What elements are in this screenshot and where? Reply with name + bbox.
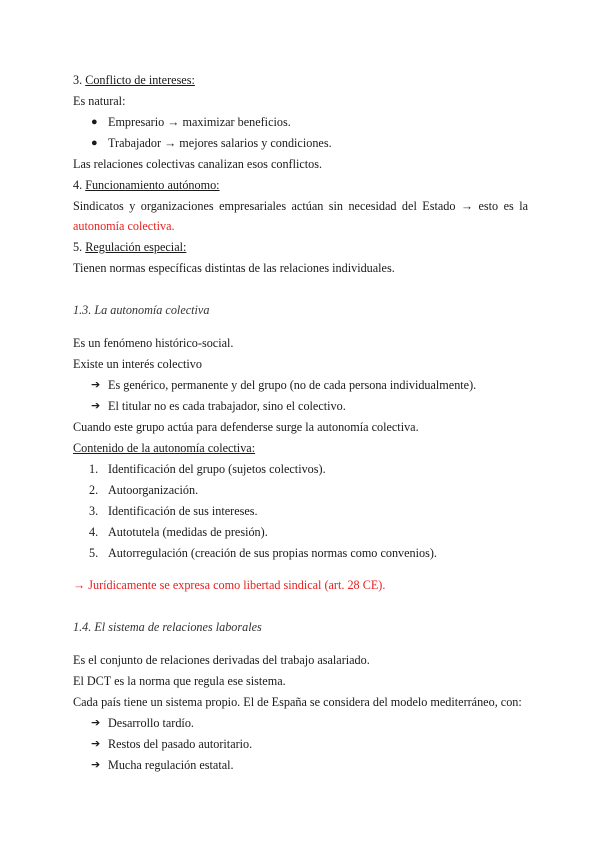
bullet-marker: ● xyxy=(91,116,98,128)
list-item: Autorregulación (creación de sus propias normas como convenios). xyxy=(108,546,437,560)
heading-1-4: 1.4. El sistema de relaciones laborales xyxy=(73,620,262,634)
list-item: Autoorganización. xyxy=(108,483,199,497)
section5-heading xyxy=(73,239,186,255)
section4-title: Funcionamiento autónomo: xyxy=(85,178,220,192)
list-item: Identificación del grupo (sujetos colectivos). xyxy=(108,462,326,476)
section3-title: Conflicto de intereses: xyxy=(85,73,195,87)
sistema-line3: Cada país tiene un sistema propio. El de España se considera del modelo mediterráneo, con: xyxy=(73,695,522,709)
arrow-item: El titular no es cada trabajador, sino el colectivo. xyxy=(108,399,346,413)
section4-number: 4. xyxy=(73,178,83,192)
section5-title: Regulación especial: xyxy=(85,240,187,254)
list-item: Autotutela (medidas de presión). xyxy=(108,525,268,539)
autonomia-line2: Existe un interés colectivo xyxy=(73,357,202,371)
section4-text: Sindicatos y organizaciones empresariales actúan sin necesidad del Estado → esto es la xyxy=(73,199,528,213)
section4-highlight: autonomía colectiva. xyxy=(73,219,175,233)
section4-heading xyxy=(73,177,220,193)
red-note xyxy=(73,577,385,593)
section3-number: 3. xyxy=(73,73,83,87)
arrow-icon: ➔ xyxy=(91,378,101,391)
list-number: 1. xyxy=(89,462,99,476)
list-number: 2. xyxy=(89,483,99,497)
arrow-icon: ➔ xyxy=(91,737,101,750)
list-number: 4. xyxy=(89,525,99,539)
arrow-icon: ➔ xyxy=(91,716,101,729)
bullet-item: Empresario → maximizar beneficios. xyxy=(108,115,291,129)
contenido-title: Contenido de la autonomía colectiva: xyxy=(73,441,256,455)
section3-conclusion: Las relaciones colectivas canalizan esos conflictos. xyxy=(73,157,323,171)
list-item: Identificación de sus intereses. xyxy=(108,504,258,518)
section3-heading xyxy=(73,72,195,88)
autonomia-line1: Es un fenómeno histórico-social. xyxy=(73,336,234,350)
bullet-item: Trabajador → mejores salarios y condiciones. xyxy=(108,136,332,150)
sistema-line2: El DCT es la norma que regula ese sistema. xyxy=(73,674,286,688)
arrow-icon: ➔ xyxy=(91,399,101,412)
right-arrow-icon: → xyxy=(73,578,86,592)
section5-text: Tienen normas específicas distintas de las relaciones individuales. xyxy=(73,261,395,275)
arrow-item: Es genérico, permanente y del grupo (no de cada persona individualmente). xyxy=(108,378,477,392)
arrow-item: Desarrollo tardío. xyxy=(108,716,194,730)
arrow-item: Mucha regulación estatal. xyxy=(108,758,234,772)
arrow-item: Restos del pasado autoritario. xyxy=(108,737,253,751)
arrow-icon: ➔ xyxy=(91,758,101,771)
section3-intro: Es natural: xyxy=(73,94,126,108)
list-number: 3. xyxy=(89,504,99,518)
autonomia-line3: Cuando este grupo actúa para defenderse surge la autonomía colectiva. xyxy=(73,420,419,434)
heading-1-3: 1.3. La autonomía colectiva xyxy=(73,303,210,317)
red-note-text: Jurídicamente se expresa como libertad sindical (art. 28 CE). xyxy=(88,578,386,592)
list-number: 5. xyxy=(89,546,99,560)
section5-number: 5. xyxy=(73,240,83,254)
sistema-line1: Es el conjunto de relaciones derivadas del trabajo asalariado. xyxy=(73,653,370,667)
bullet-marker: ● xyxy=(91,137,98,149)
